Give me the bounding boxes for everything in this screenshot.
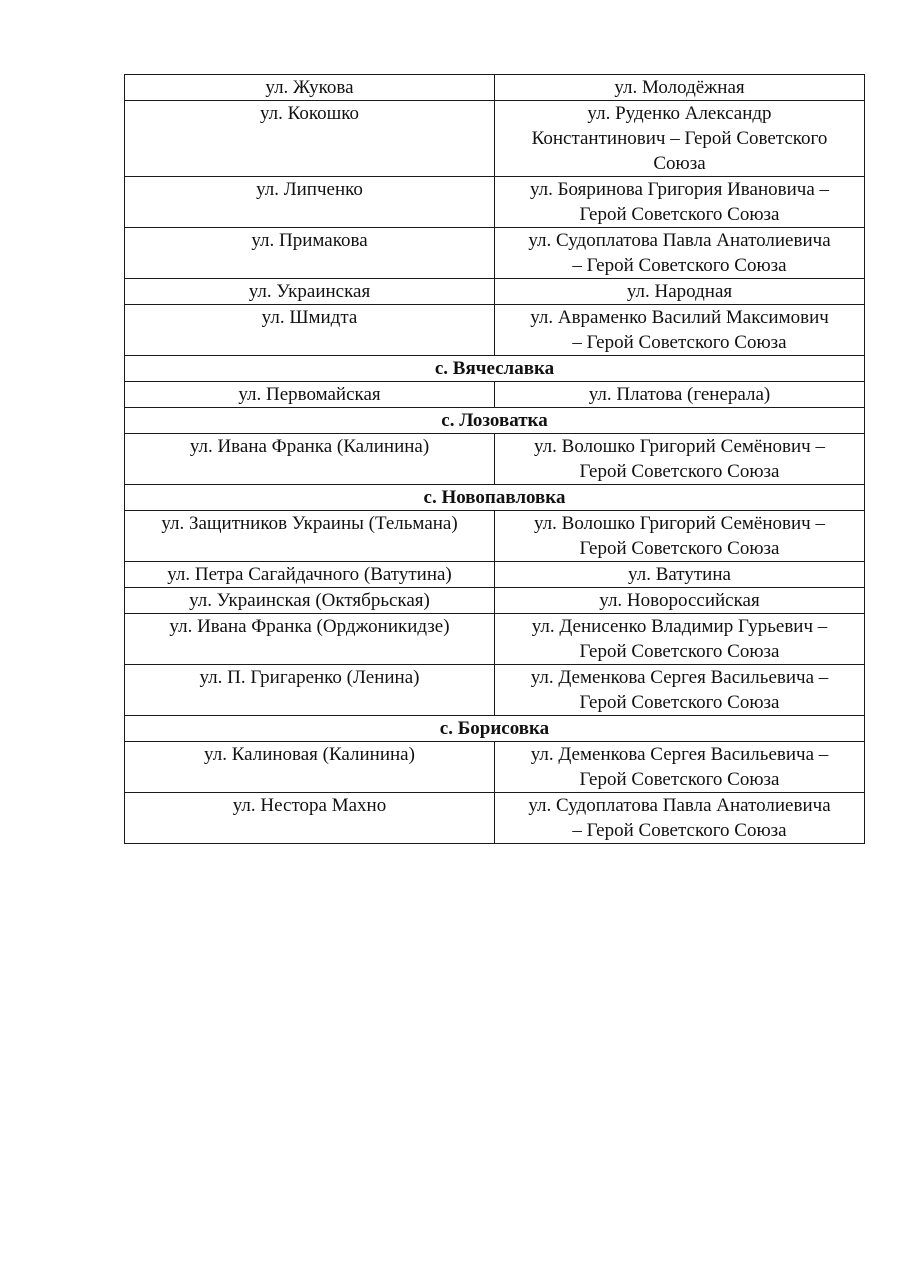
settlement-heading: с. Вячеславка bbox=[125, 356, 865, 382]
old-street-name: ул. Украинская bbox=[125, 279, 495, 305]
old-street-name: ул. Защитников Украины (Тельмана) bbox=[125, 511, 495, 562]
table-row bbox=[125, 665, 865, 716]
old-street-name: ул. Петра Сагайдачного (Ватутина) bbox=[125, 562, 495, 588]
new-street-name: ул. Судоплатова Павла Анатолиевича – Герой Советского Союза bbox=[495, 228, 865, 279]
section-row bbox=[125, 485, 865, 511]
table-row bbox=[125, 793, 865, 844]
new-street-name: ул. Деменкова Сергея Васильевича – Герой Советского Союза bbox=[495, 665, 865, 716]
settlement-heading: с. Новопавловка bbox=[125, 485, 865, 511]
street-rename-table bbox=[124, 74, 865, 844]
table-row bbox=[125, 279, 865, 305]
section-row bbox=[125, 356, 865, 382]
new-street-name: ул. Судоплатова Павла Анатолиевича – Герой Советского Союза bbox=[495, 793, 865, 844]
old-street-name: ул. Нестора Махно bbox=[125, 793, 495, 844]
settlement-heading: с. Лозоватка bbox=[125, 408, 865, 434]
new-street-name: ул. Деменкова Сергея Васильевича – Герой Советского Союза bbox=[495, 742, 865, 793]
old-street-name: ул. Примакова bbox=[125, 228, 495, 279]
table-row bbox=[125, 101, 865, 177]
section-row bbox=[125, 716, 865, 742]
old-street-name: ул. Шмидта bbox=[125, 305, 495, 356]
old-street-name: ул. Ивана Франка (Калинина) bbox=[125, 434, 495, 485]
section-row bbox=[125, 408, 865, 434]
settlement-heading: с. Борисовка bbox=[125, 716, 865, 742]
new-street-name: ул. Волошко Григорий Семёнович – Герой Советского Союза bbox=[495, 434, 865, 485]
old-street-name: ул. Кокошко bbox=[125, 101, 495, 177]
table-row bbox=[125, 75, 865, 101]
new-street-name: ул. Народная bbox=[495, 279, 865, 305]
new-street-name: ул. Волошко Григорий Семёнович – Герой Советского Союза bbox=[495, 511, 865, 562]
old-street-name: ул. Ивана Франка (Орджоникидзе) bbox=[125, 614, 495, 665]
table-row bbox=[125, 177, 865, 228]
table-body bbox=[125, 75, 865, 844]
table-row bbox=[125, 228, 865, 279]
old-street-name: ул. Липченко bbox=[125, 177, 495, 228]
old-street-name: ул. П. Григаренко (Ленина) bbox=[125, 665, 495, 716]
new-street-name: ул. Авраменко Василий Максимович – Герой Советского Союза bbox=[495, 305, 865, 356]
table-row bbox=[125, 382, 865, 408]
new-street-name: ул. Руденко Александр Константинович – Герой Советского Союза bbox=[495, 101, 865, 177]
new-street-name: ул. Ватутина bbox=[495, 562, 865, 588]
table-row bbox=[125, 742, 865, 793]
old-street-name: ул. Жукова bbox=[125, 75, 495, 101]
new-street-name: ул. Бояринова Григория Ивановича – Герой Советского Союза bbox=[495, 177, 865, 228]
table-row bbox=[125, 434, 865, 485]
old-street-name: ул. Калиновая (Калинина) bbox=[125, 742, 495, 793]
new-street-name: ул. Молодёжная bbox=[495, 75, 865, 101]
new-street-name: ул. Денисенко Владимир Гурьевич – Герой Советского Союза bbox=[495, 614, 865, 665]
new-street-name: ул. Платова (генерала) bbox=[495, 382, 865, 408]
table-row bbox=[125, 511, 865, 562]
new-street-name: ул. Новороссийская bbox=[495, 588, 865, 614]
table-row bbox=[125, 562, 865, 588]
old-street-name: ул. Первомайская bbox=[125, 382, 495, 408]
table-row bbox=[125, 614, 865, 665]
old-street-name: ул. Украинская (Октябрьская) bbox=[125, 588, 495, 614]
table-row bbox=[125, 305, 865, 356]
table-row bbox=[125, 588, 865, 614]
